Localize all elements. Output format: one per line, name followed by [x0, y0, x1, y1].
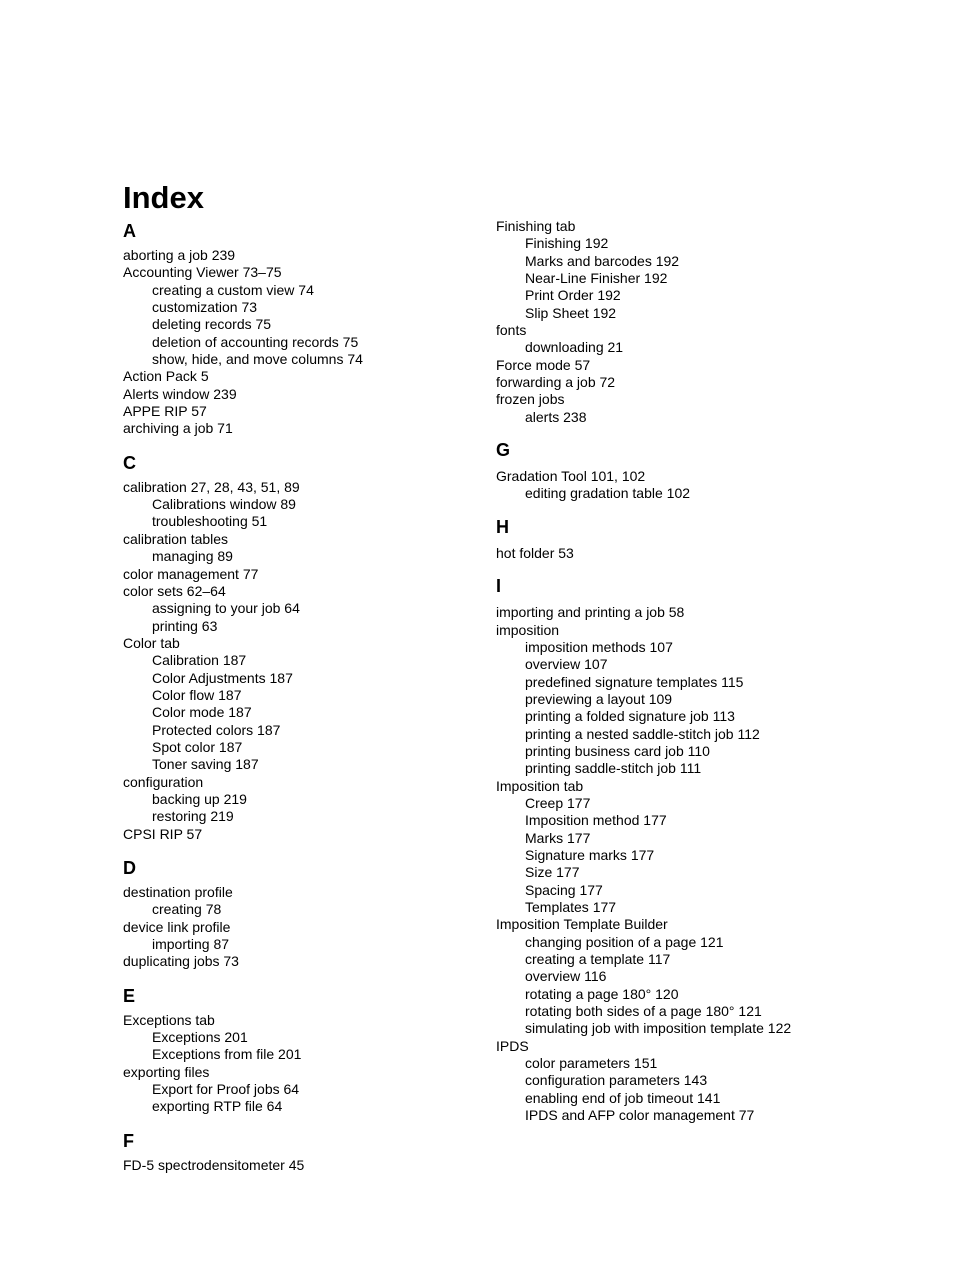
- index-subentry: alerts 238: [525, 408, 587, 425]
- section-letter: C: [123, 452, 136, 473]
- index-entry: frozen jobs: [496, 391, 565, 408]
- index-subentry: Color Adjustments 187: [152, 669, 293, 686]
- index-entry: Exceptions tab: [123, 1011, 215, 1028]
- index-entry: duplicating jobs 73: [123, 953, 239, 970]
- index-subentry: IPDS and AFP color management 77: [525, 1107, 755, 1124]
- index-entry: APPE RIP 57: [123, 403, 207, 420]
- index-subentry: enabling end of job timeout 141: [525, 1089, 721, 1106]
- index-subentry: overview 116: [525, 968, 607, 985]
- index-subentry: predefined signature templates 115: [525, 673, 744, 690]
- index-subentry: Protected colors 187: [152, 721, 281, 738]
- index-subentry: Imposition method 177: [525, 812, 667, 829]
- index-entry: hot folder 53: [496, 544, 574, 561]
- index-subentry: Size 177: [525, 864, 580, 881]
- index-subentry: Spacing 177: [525, 881, 603, 898]
- section-letter: A: [123, 221, 136, 241]
- index-subentry: overview 107: [525, 656, 608, 673]
- index-subentry: Toner saving 187: [152, 756, 259, 773]
- page-title: Index: [123, 180, 204, 215]
- index-entry: imposition: [496, 621, 560, 638]
- index-entry: calibration 27, 28, 43, 51, 89: [123, 478, 300, 495]
- index-entry: Imposition tab: [496, 777, 584, 794]
- index-subentry: Exceptions 201: [152, 1029, 248, 1046]
- index-entry: IPDS: [496, 1037, 529, 1054]
- section-letter: D: [123, 858, 136, 878]
- index-subentry: downloading 21: [525, 339, 624, 356]
- index-entry: exporting files: [123, 1063, 210, 1080]
- index-subentry: exporting RTP file 64: [152, 1098, 283, 1115]
- index-entry: calibration tables: [123, 530, 229, 547]
- section-letter: E: [123, 985, 136, 1006]
- index-subentry: imposition methods 107: [525, 638, 673, 655]
- index-subentry: Slip Sheet 192: [525, 304, 617, 321]
- index-subentry: troubleshooting 51: [152, 513, 268, 530]
- index-subentry: assigning to your job 64: [152, 600, 300, 617]
- index-entry: destination profile: [123, 884, 233, 900]
- index-subentry: deleting records 75: [152, 316, 272, 333]
- section-letter: F: [123, 1130, 134, 1151]
- index-subentry: Finishing 192: [525, 235, 609, 252]
- index-entry: Action Pack 5: [123, 368, 209, 385]
- index-entry: device link profile: [123, 918, 231, 935]
- index-entry: aborting a job 239: [123, 247, 236, 263]
- index-subentry: deletion of accounting records 75: [152, 333, 359, 350]
- index-entry: fonts: [496, 322, 527, 339]
- index-subentry: restoring 219: [152, 808, 234, 825]
- index-subentry: printing business card job 110: [525, 742, 710, 759]
- index-subentry: printing a folded signature job 113: [525, 708, 735, 725]
- index-subentry: Creep 177: [525, 794, 591, 811]
- index-entry: CPSI RIP 57: [123, 825, 203, 842]
- index-subentry: previewing a layout 109: [525, 690, 673, 707]
- index-subentry: rotating both sides of a page 180° 121: [525, 1003, 762, 1020]
- index-subentry: printing a nested saddle-stitch job 112: [525, 725, 760, 742]
- index-subentry: Marks 177: [525, 829, 591, 846]
- index-column-left: [123, 218, 483, 1174]
- index-subentry: managing 89: [152, 548, 233, 565]
- index-entry: configuration: [123, 773, 204, 790]
- index-subentry: creating a custom view 74: [152, 281, 314, 298]
- index-subentry: configuration parameters 143: [525, 1072, 708, 1089]
- index-entry: Finishing tab: [496, 218, 576, 234]
- index-subentry: show, hide, and move columns 74: [152, 351, 363, 368]
- index-subentry: Spot color 187: [152, 738, 243, 755]
- index-subentry: Signature marks 177: [525, 846, 655, 863]
- index-subentry: printing 63: [152, 617, 218, 634]
- section-letter: H: [496, 516, 509, 537]
- index-subentry: backing up 219: [152, 790, 247, 807]
- index-entry: color management 77: [123, 565, 259, 582]
- index-subentry: Color mode 187: [152, 704, 252, 721]
- index-entry: color sets 62–64: [123, 582, 226, 599]
- index-subentry: editing gradation table 102: [525, 485, 691, 502]
- index-entry: forwarding a job 72: [496, 374, 616, 391]
- index-subentry: Near-Line Finisher 192: [525, 270, 668, 287]
- index-entry: Accounting Viewer 73–75: [123, 264, 282, 281]
- index-subentry: Templates 177: [525, 899, 617, 915]
- index-entry: importing and printing a job 58: [496, 604, 685, 621]
- index-entry: FD-5 spectrodensitometer 45: [123, 1156, 305, 1173]
- index-subentry: creating a template 117: [525, 951, 671, 968]
- index-subentry: Calibrations window 89: [152, 496, 296, 513]
- section-letter: G: [496, 440, 511, 461]
- index-subentry: Color flow 187: [152, 686, 242, 703]
- index-subentry: customization 73: [152, 299, 258, 316]
- index-subentry: rotating a page 180° 120: [525, 985, 679, 1002]
- index-entry: archiving a job 71: [123, 420, 233, 437]
- index-subentry: printing saddle-stitch job 111: [525, 760, 702, 777]
- index-subentry: creating 78: [152, 901, 222, 918]
- index-subentry: changing position of a page 121: [525, 933, 724, 950]
- index-subentry: Print Order 192: [525, 287, 621, 304]
- index-entry: Alerts window 239: [123, 385, 237, 402]
- index-subentry: Calibration 187: [152, 652, 247, 669]
- index-entry: Color tab: [123, 634, 180, 651]
- index-subentry: Marks and barcodes 192: [525, 252, 680, 269]
- index-subentry: Exceptions from file 201: [152, 1046, 302, 1063]
- index-entry: Force mode 57: [496, 356, 591, 373]
- index-subentry: color parameters 151: [525, 1055, 658, 1072]
- index-column-right: [496, 218, 856, 1124]
- index-entry: Gradation Tool 101, 102: [496, 468, 646, 485]
- section-letter: I: [496, 576, 502, 597]
- index-entry: Imposition Template Builder: [496, 916, 668, 933]
- index-subentry: importing 87: [152, 936, 230, 953]
- index-subentry: simulating job with imposition template 122: [525, 1020, 792, 1037]
- index-subentry: Export for Proof jobs 64: [152, 1081, 300, 1098]
